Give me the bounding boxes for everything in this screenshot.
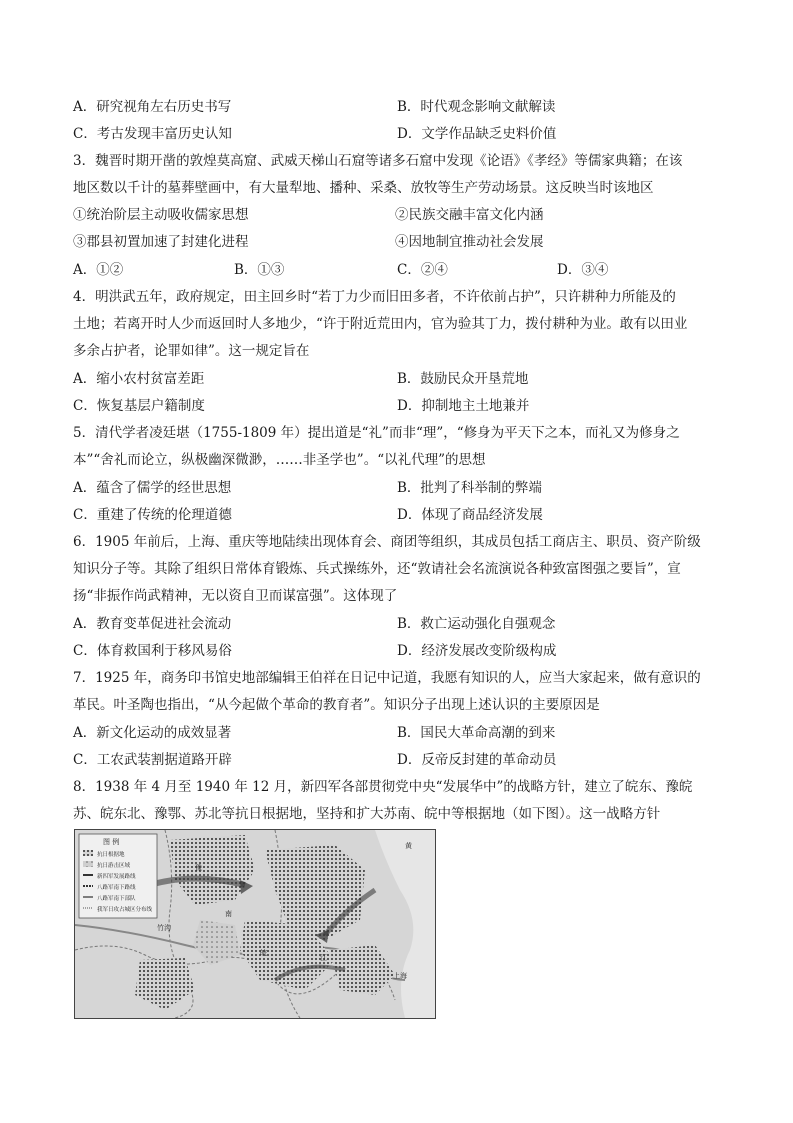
legend-item: 我军日攻占城区分布线 [97,907,153,913]
q3-stem-line: 3．魏晋时期开凿的敦煌莫高窟、武威天梯山石窟等诸多石窟中发现《论语》《孝经》等儒家典籍；在该 [73,153,683,169]
q2-option-b[interactable]: B．时代观念影响文献解读 [397,99,556,115]
map-label: 豫 [195,864,202,872]
q7-option-b[interactable]: B．国民大革命高潮的到来 [397,725,556,741]
q3-option-d[interactable]: D．③④ [557,262,609,278]
map-label: 上海 [393,972,407,980]
q3-stem-line: 地区数以千计的墓葬壁画中，有大量犁地、播种、采桑、放牧等生产劳动场景。这反映当时该地区 [73,180,654,196]
map-svg [75,830,435,1018]
q7-option-d[interactable]: D．反帝反封建的革命动员 [397,752,557,768]
q5-option-a[interactable]: A．蕴含了儒学的经世思想 [73,480,232,496]
q3-item-1: ①统治阶层主动吸收儒家思想 [73,207,249,223]
q2-option-a[interactable]: A．研究视角左右历史书写 [73,99,232,115]
q6-stem-line: 扬“非振作尚武精神，无以资自卫而谋富强”。这体现了 [73,588,398,604]
q5-option-b[interactable]: B．批判了科举制的弊端 [397,480,542,496]
q6-option-b[interactable]: B．救亡运动强化自强观念 [397,616,556,632]
q5-stem-line: 本”“舍礼而论立，纵极幽深微渺，……非圣学也”。“以礼代理”的思想 [73,452,486,468]
q4-option-b[interactable]: B．鼓励民众开垦荒地 [397,371,529,387]
q5-option-d[interactable]: D．体现了商品经济发展 [397,507,543,523]
q6-option-d[interactable]: D．经济发展改变阶级构成 [397,643,557,659]
q4-option-d[interactable]: D．抑制地主土地兼并 [397,398,530,414]
legend-item: 新四军发展路线 [97,874,136,880]
q7-option-a[interactable]: A．新文化运动的成效显著 [73,725,232,741]
legend-item: 八路军南下路线 [97,885,136,891]
legend-item: 八路军南下部队 [97,896,136,902]
q3-option-a[interactable]: A．①② [73,262,124,278]
q5-stem-line: 5．清代学者凌廷堪（1755-1809 年）提出道是“礼”而非“理”，“修身为平天下之本，而礼又为修身之 [73,425,680,441]
q6-stem-line: 知识分子等。其除了组织日常体育锻炼、兵式操练外，还“敦请社会名流演说各种致富图强之要旨”，宣 [73,561,681,577]
q4-option-c[interactable]: C．恢复基层户籍制度 [73,398,205,414]
legend-title: 图 例 [103,838,120,846]
base-areas-map [74,829,436,1019]
q3-option-c[interactable]: C．②④ [397,262,448,278]
map-label: 竹沟 [157,924,171,932]
q7-stem-line: 革民。叶圣陶也指出，“从今起做个革命的教育者”。知识分子出现上述认识的主要原因是 [73,697,600,713]
map-label: 黄 [405,842,412,850]
q6-option-c[interactable]: C．体育救国利于移风易俗 [73,643,232,659]
legend-swatch [83,850,93,856]
q5-option-c[interactable]: C．重建了传统的伦理道德 [73,507,232,523]
map-label: 江 [320,954,327,962]
q3-item-2: ②民族交融丰富文化内涵 [395,207,544,223]
q4-stem-line: 多余占护者，论罪如律”。这一规定旨在 [73,343,310,359]
q6-option-a[interactable]: A．教育变革促进社会流动 [73,616,232,632]
q4-stem-line: 4．明洪武五年，政府规定，田主回乡时“若丁力少而旧田多者，不许依前占护”，只许耕种力所能及的 [73,289,676,305]
q8-stem-line: 8．1938 年 4 月至 1940 年 12 月，新四军各部贯彻党中央“发展华中”的战略方针，建立了皖东、豫皖 [73,779,693,795]
q4-option-a[interactable]: A．缩小农村贫富差距 [73,371,205,387]
q7-option-c[interactable]: C．工农武装割据道路开辟 [73,752,232,768]
q2-option-d[interactable]: D．文学作品缺乏史料价值 [397,126,557,142]
q6-stem-line: 6．1905 年前后，上海、重庆等地陆续出现体育会、商团等组织，其成员包括工商店主、职员、资产阶级 [73,534,701,550]
legend-item: 抗日游击区域 [97,863,131,869]
q8-stem-line: 苏、皖东北、豫鄂、苏北等抗日根据地，坚持和扩大苏南、皖中等根据地（如下图）。这一战略方针 [73,806,661,822]
legend-item: 抗日根据地 [97,852,125,858]
map-label: 南 [225,910,232,918]
legend-swatch [83,861,93,867]
q3-item-4: ④因地制宜推动社会发展 [395,234,544,250]
q4-stem-line: 土地；若离开时人少而返回时人多地少，“许于附近荒田内，官为验其丁力，拨付耕种为业。敢有以田业 [73,316,688,332]
q3-item-3: ③郡县初置加速了封建化进程 [73,234,249,250]
q2-option-c[interactable]: C．考古发现丰富历史认知 [73,126,232,142]
map-label: 皖 [260,949,267,957]
q3-option-b[interactable]: B．①③ [234,262,285,278]
q7-stem-line: 7．1925 年，商务印书馆史地部编辑王伯祥在日记中记道，我愿有知识的人，应当大家起来，做有意识的 [73,670,701,686]
